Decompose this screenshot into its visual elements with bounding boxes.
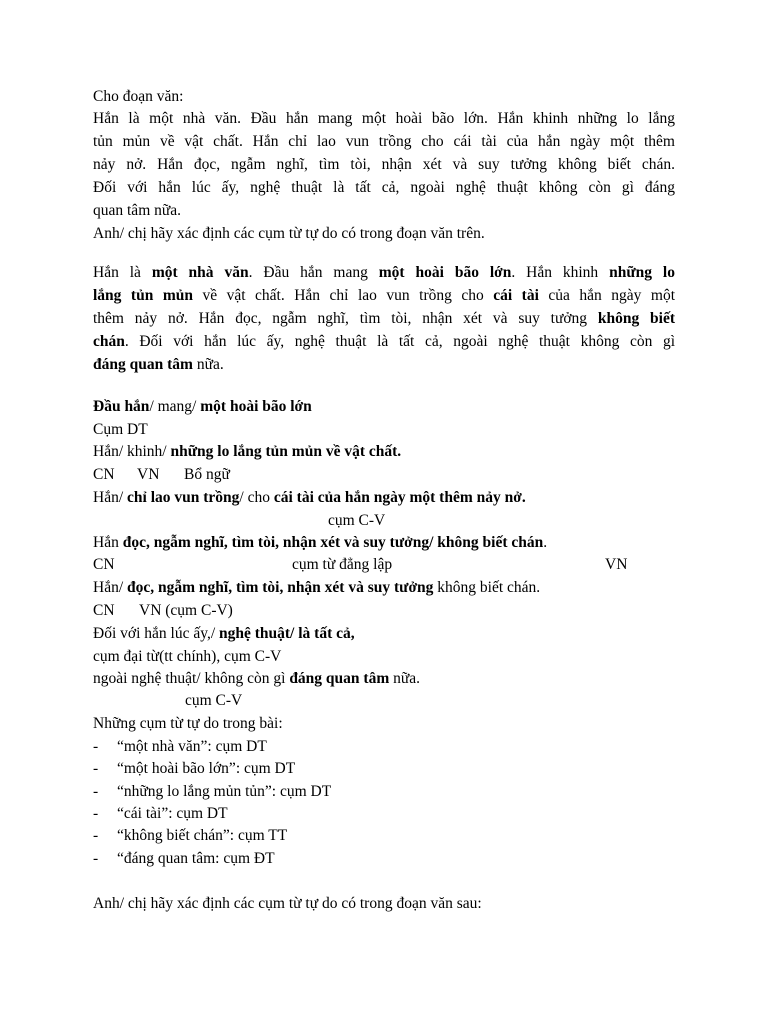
- analysis-line: Hắn/ khinh/ những lo lắng tủn mủn về vật chất.: [93, 443, 402, 460]
- analysis-note: CN VN Bổ ngữ: [93, 466, 230, 483]
- bullet-marker: -: [93, 805, 99, 822]
- bullet-marker: -: [93, 783, 99, 800]
- intro-line: Hắn là một nhà văn. Đầu hắn mang một hoài bão lớn. Hắn khinh những lo lắng: [93, 110, 675, 127]
- phrase-highlight: những lo: [609, 264, 675, 281]
- phrase-highlight: một hoài bão lớn: [378, 264, 512, 281]
- intro-line: tủn mủn về vật chất. Hắn chỉ lao vun trồng cho cái tài của hắn ngày một thêm: [93, 133, 675, 150]
- marked-line: Hắn là một nhà văn. Đầu hắn mang một hoài bão lớn. Hắn khinh những lo: [93, 264, 675, 281]
- analysis-line: Hắn/ chỉ lao vun trồng/ cho cái tài của hắn ngày một thêm nảy nở.: [93, 489, 526, 506]
- final-question: Anh/ chị hãy xác định các cụm từ tự do có trong đoạn văn sau:: [93, 895, 482, 912]
- analysis-note: cụm C-V: [328, 512, 386, 529]
- marked-line: chán. Đối với hắn lúc ấy, nghệ thuật là tất cả, ngoài nghệ thuật không còn gì: [93, 333, 675, 350]
- bullet-marker: -: [93, 760, 99, 777]
- list-item: - “một hoài bão lớn”: cụm DT: [117, 758, 295, 780]
- intro-question: Anh/ chị hãy xác định các cụm từ tự do có trong đoạn văn trên.: [93, 225, 485, 242]
- bullet-marker: -: [93, 827, 99, 844]
- analysis-note: CN VN (cụm C-V): [93, 602, 233, 619]
- phrase-highlight: cái tài: [493, 287, 539, 304]
- intro-line: quan tâm nữa.: [93, 202, 182, 219]
- list-item: - “đáng quan tâm: cụm ĐT: [117, 848, 275, 870]
- summary-heading: Những cụm từ tự do trong bài:: [93, 715, 283, 732]
- intro-line: nảy nở. Hắn đọc, ngẫm nghĩ, tìm tòi, nhận xét và suy tưởng không biết chán.: [93, 156, 675, 173]
- phrase-highlight: không biết: [597, 310, 675, 327]
- analysis-line: Đầu hắn/ mang/ một hoài bão lớn: [93, 398, 312, 415]
- marked-line: lắng tủn mủn về vật chất. Hắn chỉ lao vun trồng cho cái tài của hắn ngày một: [93, 287, 676, 304]
- bullet-marker: -: [93, 850, 99, 867]
- phrase-highlight: đáng quan tâm: [93, 356, 193, 373]
- phrase-highlight: lắng tủn mủn: [93, 287, 193, 304]
- analysis-note: Cụm DT: [93, 421, 148, 438]
- intro-line: Đối với hắn lúc ấy, nghệ thuật là tất cả, ngoài nghệ thuật không còn gì đáng: [93, 179, 675, 196]
- intro-heading: Cho đoạn văn:: [93, 88, 184, 105]
- marked-line: đáng quan tâm nữa.: [93, 356, 224, 373]
- marked-line: thêm nảy nở. Hắn đọc, ngẫm nghĩ, tìm tòi, nhận xét và suy tưởng không biết: [93, 310, 675, 327]
- list-item: - “những lo lắng mủn tủn”: cụm DT: [117, 781, 331, 803]
- analysis-note: cụm đại từ(tt chính), cụm C-V: [93, 648, 282, 665]
- phrase-highlight: chán: [93, 333, 125, 350]
- analysis-line: Hắn đọc, ngẫm nghĩ, tìm tòi, nhận xét và suy tưởng/ không biết chán.: [93, 534, 548, 551]
- analysis-line: Đối với hắn lúc ấy,/ nghệ thuật/ là tất cả,: [93, 625, 355, 642]
- analysis-note: cụm C-V: [185, 692, 243, 709]
- analysis-line: ngoài nghệ thuật/ không còn gì đáng quan tâm nữa.: [93, 670, 421, 687]
- list-item: - “một nhà văn”: cụm DT: [117, 736, 267, 758]
- analysis-line: Hắn/ đọc, ngẫm nghĩ, tìm tòi, nhận xét và suy tưởng không biết chán.: [93, 579, 541, 596]
- phrase-highlight: một nhà văn: [151, 264, 249, 281]
- analysis-note: CN cụm từ đẳng lập VN: [93, 556, 628, 573]
- bullet-marker: -: [93, 738, 99, 755]
- list-item: - “không biết chán”: cụm TT: [117, 825, 287, 847]
- list-item: - “cái tài”: cụm DT: [117, 803, 228, 825]
